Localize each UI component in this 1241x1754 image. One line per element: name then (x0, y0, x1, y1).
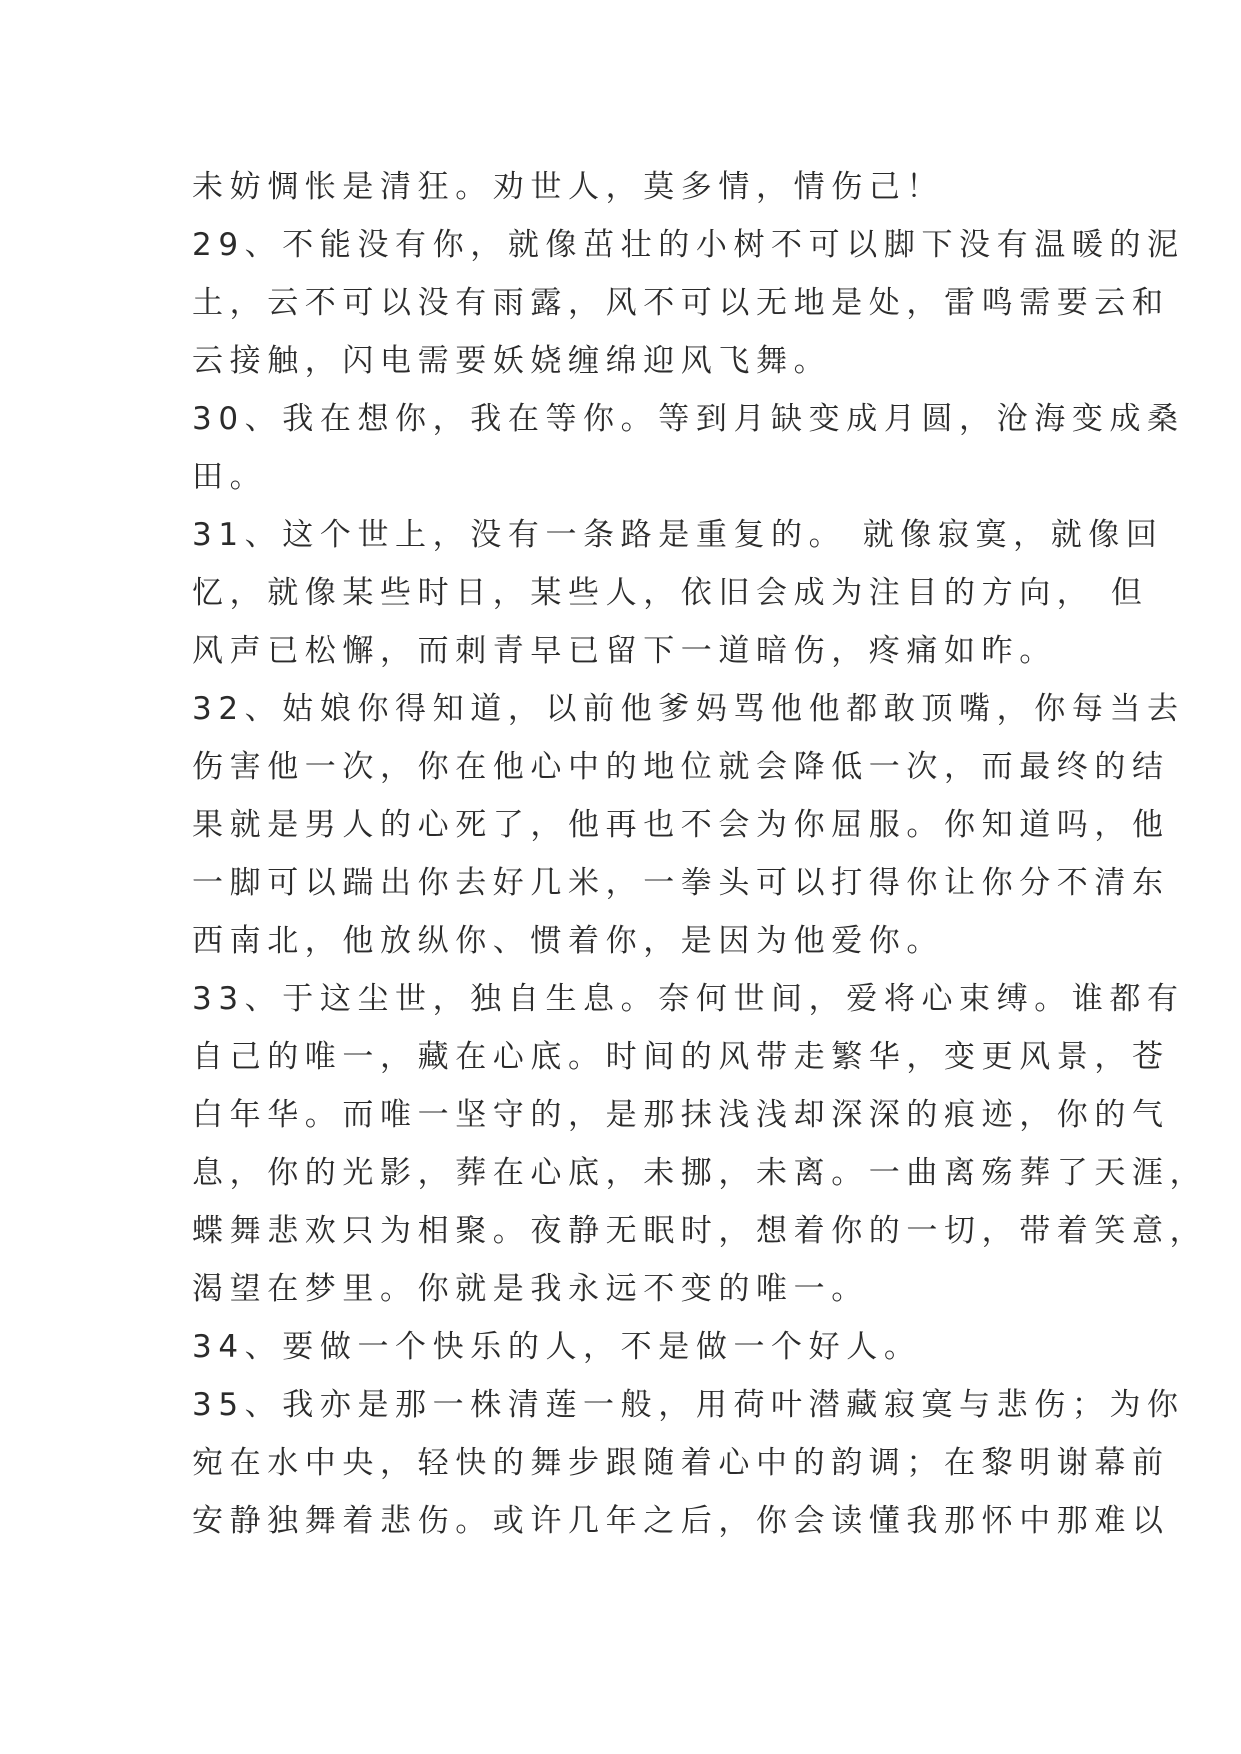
text-line: 忆，就像某些时日，某些人，依旧会成为注目的方向， 但 (192, 575, 1149, 611)
text-line: 蝶舞悲欢只为相聚。夜静无眠时，想着你的一切，带着笑意， (192, 1213, 1208, 1249)
text-line: 白年华。而唯一坚守的，是那抹浅浅却深深的痕迹，你的气 (192, 1097, 1170, 1133)
text-line: 宛在水中央，轻快的舞步跟随着心中的韵调；在黎明谢幕前 (192, 1445, 1170, 1481)
text-line: 31、这个世上，没有一条路是重复的。 就像寂寞，就像回 (192, 517, 1164, 553)
text-line: 一脚可以踹出你去好几米，一拳头可以打得你让你分不清东 (192, 865, 1170, 901)
text-line: 自己的唯一，藏在心底。时间的风带走繁华，变更风景，苍 (192, 1039, 1170, 1075)
text-line: 30、我在想你，我在等你。等到月缺变成月圆，沧海变成桑 (192, 401, 1185, 437)
text-line: 云接触，闪电需要妖娆缠绵迎风飞舞。 (192, 343, 832, 379)
document-body (192, 158, 1208, 1550)
text-line: 29、不能没有你，就像茁壮的小树不可以脚下没有温暖的泥 (192, 227, 1185, 263)
text-line: 35、我亦是那一株清莲一般，用荷叶潜藏寂寞与悲伤；为你 (192, 1387, 1185, 1423)
text-line: 安静独舞着悲伤。或许几年之后，你会读懂我那怀中那难以 (192, 1503, 1170, 1539)
text-line: 渴望在梦里。你就是我永远不变的唯一。 (192, 1271, 869, 1307)
text-line: 土，云不可以没有雨露，风不可以无地是处，雷鸣需要云和 (192, 285, 1170, 321)
text-line: 伤害他一次，你在他心中的地位就会降低一次，而最终的结 (192, 749, 1170, 785)
text-line: 西南北，他放纵你、惯着你，是因为他爱你。 (192, 923, 944, 959)
text-line: 息，你的光影，葬在心底，未挪，未离。一曲离殇葬了天涯， (192, 1155, 1208, 1191)
text-line: 田。 (192, 459, 268, 495)
text-line: 32、姑娘你得知道，以前他爹妈骂他他都敢顶嘴，你每当去 (192, 691, 1185, 727)
text-line: 34、要做一个快乐的人，不是做一个好人。 (192, 1329, 922, 1365)
text-line: 风声已松懈，而刺青早已留下一道暗伤，疼痛如昨。 (192, 633, 1057, 669)
text-line: 未妨惆怅是清狂。劝世人，莫多情，情伤己！ (192, 169, 944, 205)
text-line: 果就是男人的心死了，他再也不会为你屈服。你知道吗，他 (192, 807, 1170, 843)
text-line: 33、于这尘世，独自生息。奈何世间，爱将心束缚。谁都有 (192, 981, 1185, 1017)
